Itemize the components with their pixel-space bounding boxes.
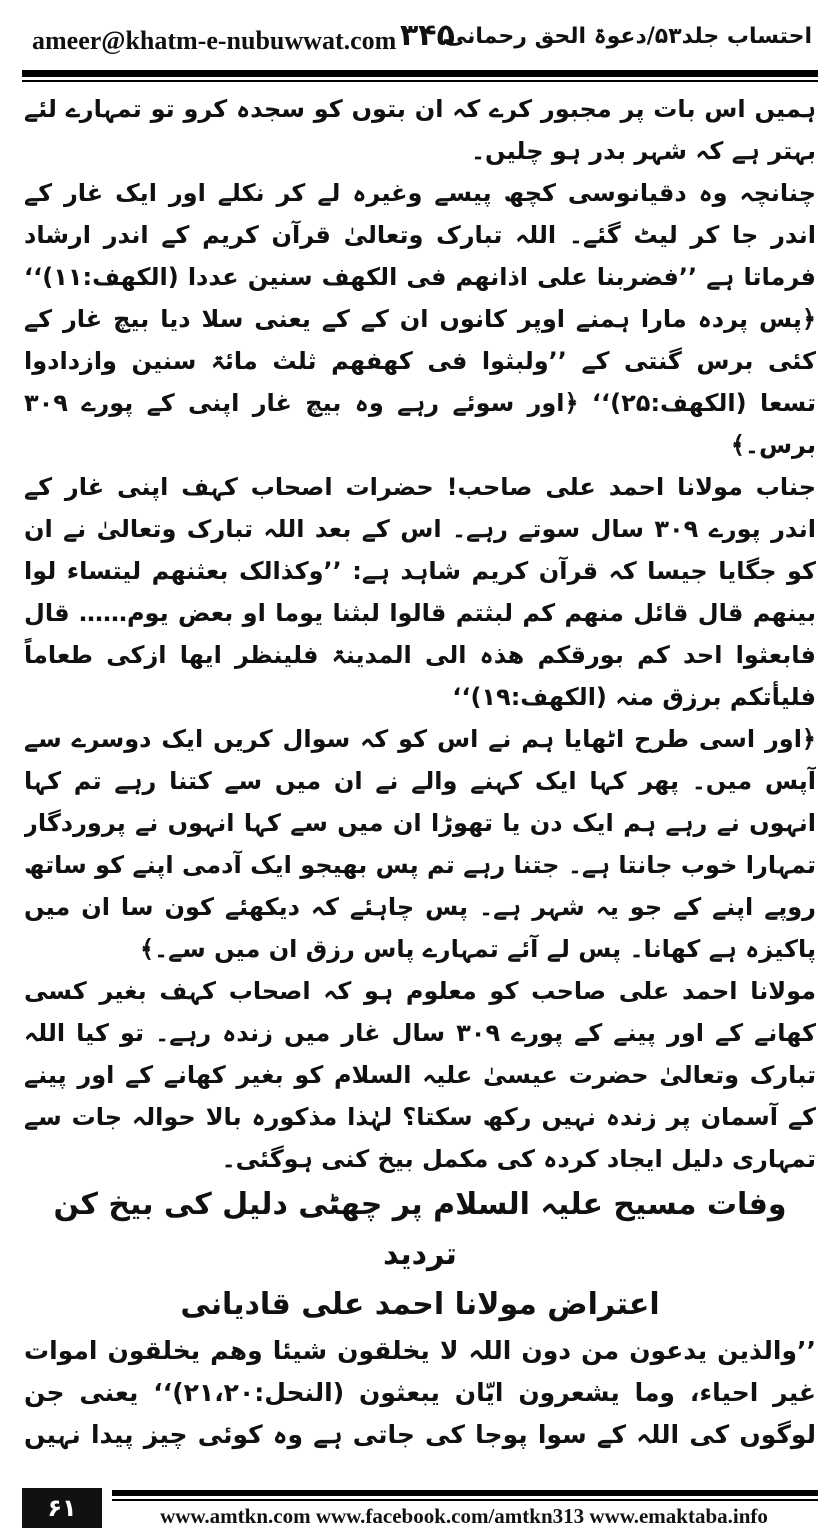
page-body	[24, 88, 816, 1460]
header-page-number: ۳۴۵	[400, 18, 455, 53]
closing-paragraph: ’’والذین یدعون من دون اللہ لا یخلقون شیئا وھم یخلقون اموات غیر احیاء، وما یشعرون ایّان یبعثون (النحل:۲۱،۲۰)‘‘ یعنی جن لوگوں کی اللہ کے سوا پوجا کی جاتی ہے وہ کوئی چیز پیدا نہیں	[24, 1336, 816, 1449]
footer-rule-thick	[112, 1490, 818, 1496]
footer-links: www.amtkn.com www.facebook.com/amtkn313 www.emaktaba.info	[160, 1504, 768, 1528]
page-footer	[22, 1488, 818, 1530]
section-subheading: اعتراض مولانا احمد علی قادیانی	[180, 1287, 660, 1322]
header-email: ameer@khatm-e-nubuwwat.com	[32, 26, 397, 55]
header-rule-thin	[22, 80, 818, 82]
paragraph-2: چنانچہ وہ دقیانوسی کچھ پیسے وغیرہ لے کر نکلے اور ایک غار کے اندر جا کر لیٹ گئے۔ اللہ تبارک وتعالیٰ قرآن کریم کے اندر ارشاد فرماتا ہے ’’فضربنا علی اذانھم فی الکھف سنین عددا (الکھف:۱۱)‘‘ ﴿پس پردہ مارا ہمنے اوپر کانوں ان کے کے یعنی سلا دیا بیچ غار کے کئی برس گنتی کے ’’ولبثوا فی کھفھم ثلث مائۃ سنین وازدادوا تسعا (الکھف:۲۵)‘‘ ﴿اور سوئے رہے وہ بیچ غار اپنی کے پورے ۳۰۹ برس۔﴾	[24, 179, 816, 459]
paragraph-1: ہمیں اس بات پر مجبور کرے کہ ان بتوں کو سجدہ کرو تو تمہارے لئے بہتر ہے کہ شہر بدر ہو چلیں۔	[24, 95, 816, 165]
paragraph-4: ﴿اور اسی طرح اٹھایا ہم نے اس کو کہ سوال کریں ایک دوسرے سے آپس میں۔ پھر کہا ایک کہنے والے نے ان میں سے کتنا رہے تم کہا انہوں نے رہے ہم ایک دن یا تھوڑا ان میں سے کہا انہوں نے پروردگار تمہارا خوب جانتا ہے۔ جتنا رہے تم پس بھیجو ایک آدمی اپنے کو ساتھ روپے اپنے کے جو یہ شہر ہے۔ پس چاہئے کہ دیکھئے کون سا ان میں پاکیزہ ہے کھانا۔ پس لے آئے تمہارے پاس رزق ان میں سے۔﴾	[24, 725, 816, 963]
section-heading: وفات مسیح علیہ السلام پر چھٹی دلیل کی بیخ کن تردید	[53, 1187, 787, 1272]
paragraph-5: مولانا احمد علی صاحب کو معلوم ہو کہ اصحاب کہف بغیر کسی کھانے کے اور پینے کے پورے ۳۰۹ سال غار میں زندہ رہے۔ تو کیا اللہ تبارک وتعالیٰ حضرت عیسیٰ علیہ السلام کو بغیر کھانے کے اور پینے کے آسمان پر زندہ نہیں رکھ سکتا؟ لہٰذا مذکورہ بالا حوالہ جات سے تمہاری دلیل ایجاد کردہ کی مکمل بیخ کنی ہوگئی۔	[24, 977, 816, 1173]
header-title: احتساب جلد۵۳/دعوۃ الحق رحمانی	[444, 24, 812, 49]
paragraph-3: جناب مولانا احمد علی صاحب! حضرات اصحاب کہف اپنی غار کے اندر پورے ۳۰۹ سال سوتے رہے۔ اس کے بعد اللہ تبارک وتعالیٰ نے ان کو جگایا جیسا کہ قرآن کریم شاہد ہے: ’’وکذالک بعثنھم لیتساء لوا بینھم قال قائل منھم کم لبثتم قالوا لبثنا یوما او بعض یوم…… قال فابعثوا احد کم بورقکم ھذہ الی المدینۃ فلینظر ایھا ازکی طعاماً فلیأتکم برزق منہ (الکھف:۱۹)‘‘	[24, 473, 816, 711]
footer-rule-thin	[112, 1499, 818, 1501]
page-header	[22, 12, 818, 70]
footer-page-number: ۶۱	[22, 1488, 102, 1528]
header-rule-thick	[22, 70, 818, 77]
